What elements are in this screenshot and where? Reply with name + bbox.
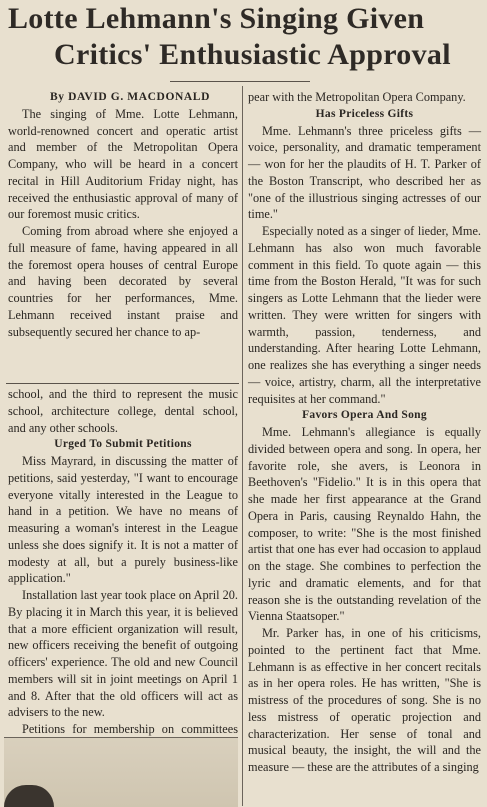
left-column-top bbox=[8, 89, 238, 340]
paragraph: Mme. Lehmann's three priceless gifts — voice, personality, and dramatic temperament — won for her the plaudits of H. T. Parker of the Boston Transcript, who described her as "one of the illustrious singing actresses of our time." bbox=[248, 123, 481, 222]
section-heading: Has Priceless Gifts bbox=[315, 107, 414, 120]
section-heading: Favors Opera And Song bbox=[302, 409, 427, 422]
headline-line-1: Lotte Lehmann's Singing Given bbox=[8, 2, 425, 35]
paragraph: Coming from abroad where she enjoyed a full measure of fame, having appeared in all the foremost opera houses of central Europe and having been decorated by several countries for her performances, Mme. Lehmann received instant praise and subsequently secured her chance to ap- bbox=[8, 224, 238, 339]
paragraph: Especially noted as a singer of lieder, Mme. Lehmann has also won much favorable comment in this field. To quote again — this time from the Boston Herald, "It was for such singers as Lotte Lehmann that the lieder were written. They were written for singers with warmth, passion, tenderness, and understanding. After hearing Lotte Lehmann, one realizes she has everything a singer needs — voice, artistry, charm, all the interpretative requisites at her command." bbox=[248, 224, 481, 406]
paragraph: Installation last year took place on April 20. By placing it in March this year, it is believed that a more efficient organization will result, new officers receiving the benefit of outgoing officers' experience. The old and new Council members will sit in joint meetings on April 1 and 8. After that the old officers will act as advisers to the new. bbox=[8, 588, 238, 720]
photo-fragment bbox=[4, 737, 238, 807]
paragraph: Mr. Parker has, in one of his criticisms, pointed to the pertinent fact that Mme. Lehmann is as effective in her concert recitals as in her opera roles. He has written, "She is mistress of the procedures of song. She is no less mistress of operatic projection and characterization. Her sense of tonal and musical beauty, the insight, the will and the measure — these are the attributes of a singing bbox=[248, 626, 481, 774]
paragraph: school, and the third to represent the music school, architecture college, dental school, and any other schools. bbox=[8, 387, 238, 435]
right-column bbox=[248, 89, 481, 776]
paragraph: The singing of Mme. Lotte Lehmann, world-renowned concert and operatic artist and member of the Metropolitan Opera Company, who will be heard in a concert recital in Hill Auditorium Friday night, has received the enthusiastic approval of many of our foremost music critics. bbox=[8, 106, 238, 222]
byline: By DAVID G. MACDONALD bbox=[50, 91, 210, 103]
column-divider-rule bbox=[6, 383, 239, 384]
paragraph: Petitions for membership on committees bbox=[22, 722, 238, 736]
column-separator bbox=[242, 86, 243, 806]
paragraph: pear with the Metropolitan Opera Company. bbox=[248, 90, 466, 104]
paragraph: Miss Mayrard, in discussing the matter of petitions, said yesterday, "I want to encourage everyone vitally interested in the League to hand in a petition. We have no means of measuring a woman's interest in the League unless she does signify it. It is not a matter of modesty at all, but a purely business-like application." bbox=[8, 454, 238, 586]
headline-line-2: Critics' Enthusiastic Approval bbox=[54, 38, 451, 71]
left-column-middle bbox=[8, 386, 238, 771]
paragraph: Mme. Lehmann's allegiance is equally divided between opera and song. In opera, her favorite role, she avers, is Leonora in Beethoven's "Fidelio." It is in this opera that she made her first appearance at the Grand Opera in Paris, causing Reynaldo Hahn, the composer, to write: "She is the most finished artist that one has ever had occasion to applaud on the stage. She combines to perfection the lyric and dramatic elements, and for that reason she is the outstanding revelation of the Vienna Staatsoper." bbox=[248, 425, 481, 624]
headline-rule bbox=[170, 81, 310, 82]
section-heading: Urged To Submit Petitions bbox=[54, 438, 192, 451]
photo-figure bbox=[4, 785, 54, 807]
